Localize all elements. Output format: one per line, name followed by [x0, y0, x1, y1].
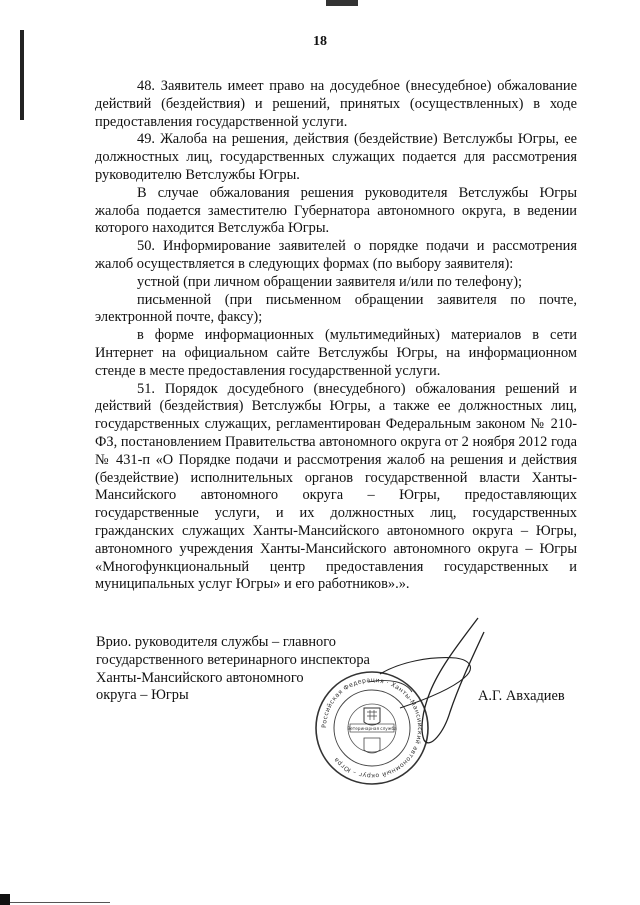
- document-body: [95, 78, 577, 594]
- signatory-position-line: округа – Югры: [96, 687, 189, 704]
- scan-artifact-bottom-block: [0, 894, 10, 905]
- paragraph-49: 49. Жалоба на решения, действия (бездействие) Ветслужбы Югры, ее должностных лиц, государственных служащих подается для рассмотрения руководителю Ветслужбы Югры.: [95, 131, 577, 183]
- scan-artifact-top: [326, 0, 358, 6]
- handwritten-signature-icon: [360, 612, 500, 762]
- paragraph-48: 48. Заявитель имеет право на досудебное (внесудебное) обжалование действий (бездействия) и решений, принятых (осуществленных) в ходе предоставления государственной услуги.: [95, 78, 577, 130]
- signatory-position-line: государственного ветеринарного инспектора: [96, 651, 370, 668]
- paragraph-49-appeal: В случае обжалования решения руководителя Ветслужбы Югры жалоба подается заместителю Губернатора автономного округа, в ведении которого находится Ветслужба Югры.: [95, 184, 577, 237]
- paragraph-50-internet: в форме информационных (мультимедийных) материалов в сети Интернет на официальном сайте Ветслужбы Югры, на информационном стенде в месте предоставления государственной услуги.: [95, 327, 577, 379]
- seal-outer-text: Российская Федерация · Ханты-Мансийский автономный округ – Югра: [320, 676, 424, 780]
- signatory-position-line: Врио. руководителя службы – главного: [96, 634, 336, 650]
- scan-artifact-bottom-line: [10, 902, 110, 903]
- seal-inner-text: Ветеринарная служба: [347, 726, 397, 731]
- scan-artifact-bottom: [0, 892, 110, 905]
- signatory-position-line: Ханты-Мансийского автономного: [96, 669, 304, 686]
- page-number: 18: [313, 34, 327, 49]
- paragraph-50-written: письменной (при письменном обращении заявителя по почте, электронной почте, факсу);: [95, 291, 577, 326]
- paragraph-50: 50. Информирование заявителей о порядке подачи и рассмотрения жалоб осуществляется в следующих формах (по выбору заявителя):: [95, 238, 577, 272]
- paragraph-50-oral: устной (при личном обращении заявителя и/или по телефону);: [137, 273, 523, 290]
- paragraph-51: 51. Порядок досудебного (внесудебного) обжалования решений и действий (бездействия) Ветслужбы Югры, а также ее должностных лиц, государственных служащих, регламентирован Федеральным законом № 210-ФЗ, постановлением Правительства автономного округа от 2 ноября 2012 года № 431-п «О Порядке подачи и рассмотрения жалоб на решения и действия (бездействие) исполнительных органов государственной власти Ханты-Мансийского автономного округа – Югры, предоставляющих государственные услуги, и их должностных лиц, государственных гражданских служащих Ханты-Мансийского автономного округа – Югры, автономного учреждения Ханты-Мансийского автономного округа – Югры «Многофункциональный центр предоставления государственных и муниципальных услуг Югры» и его работников».».: [95, 380, 577, 593]
- signatory-name: А.Г. Авхадиев: [478, 688, 565, 704]
